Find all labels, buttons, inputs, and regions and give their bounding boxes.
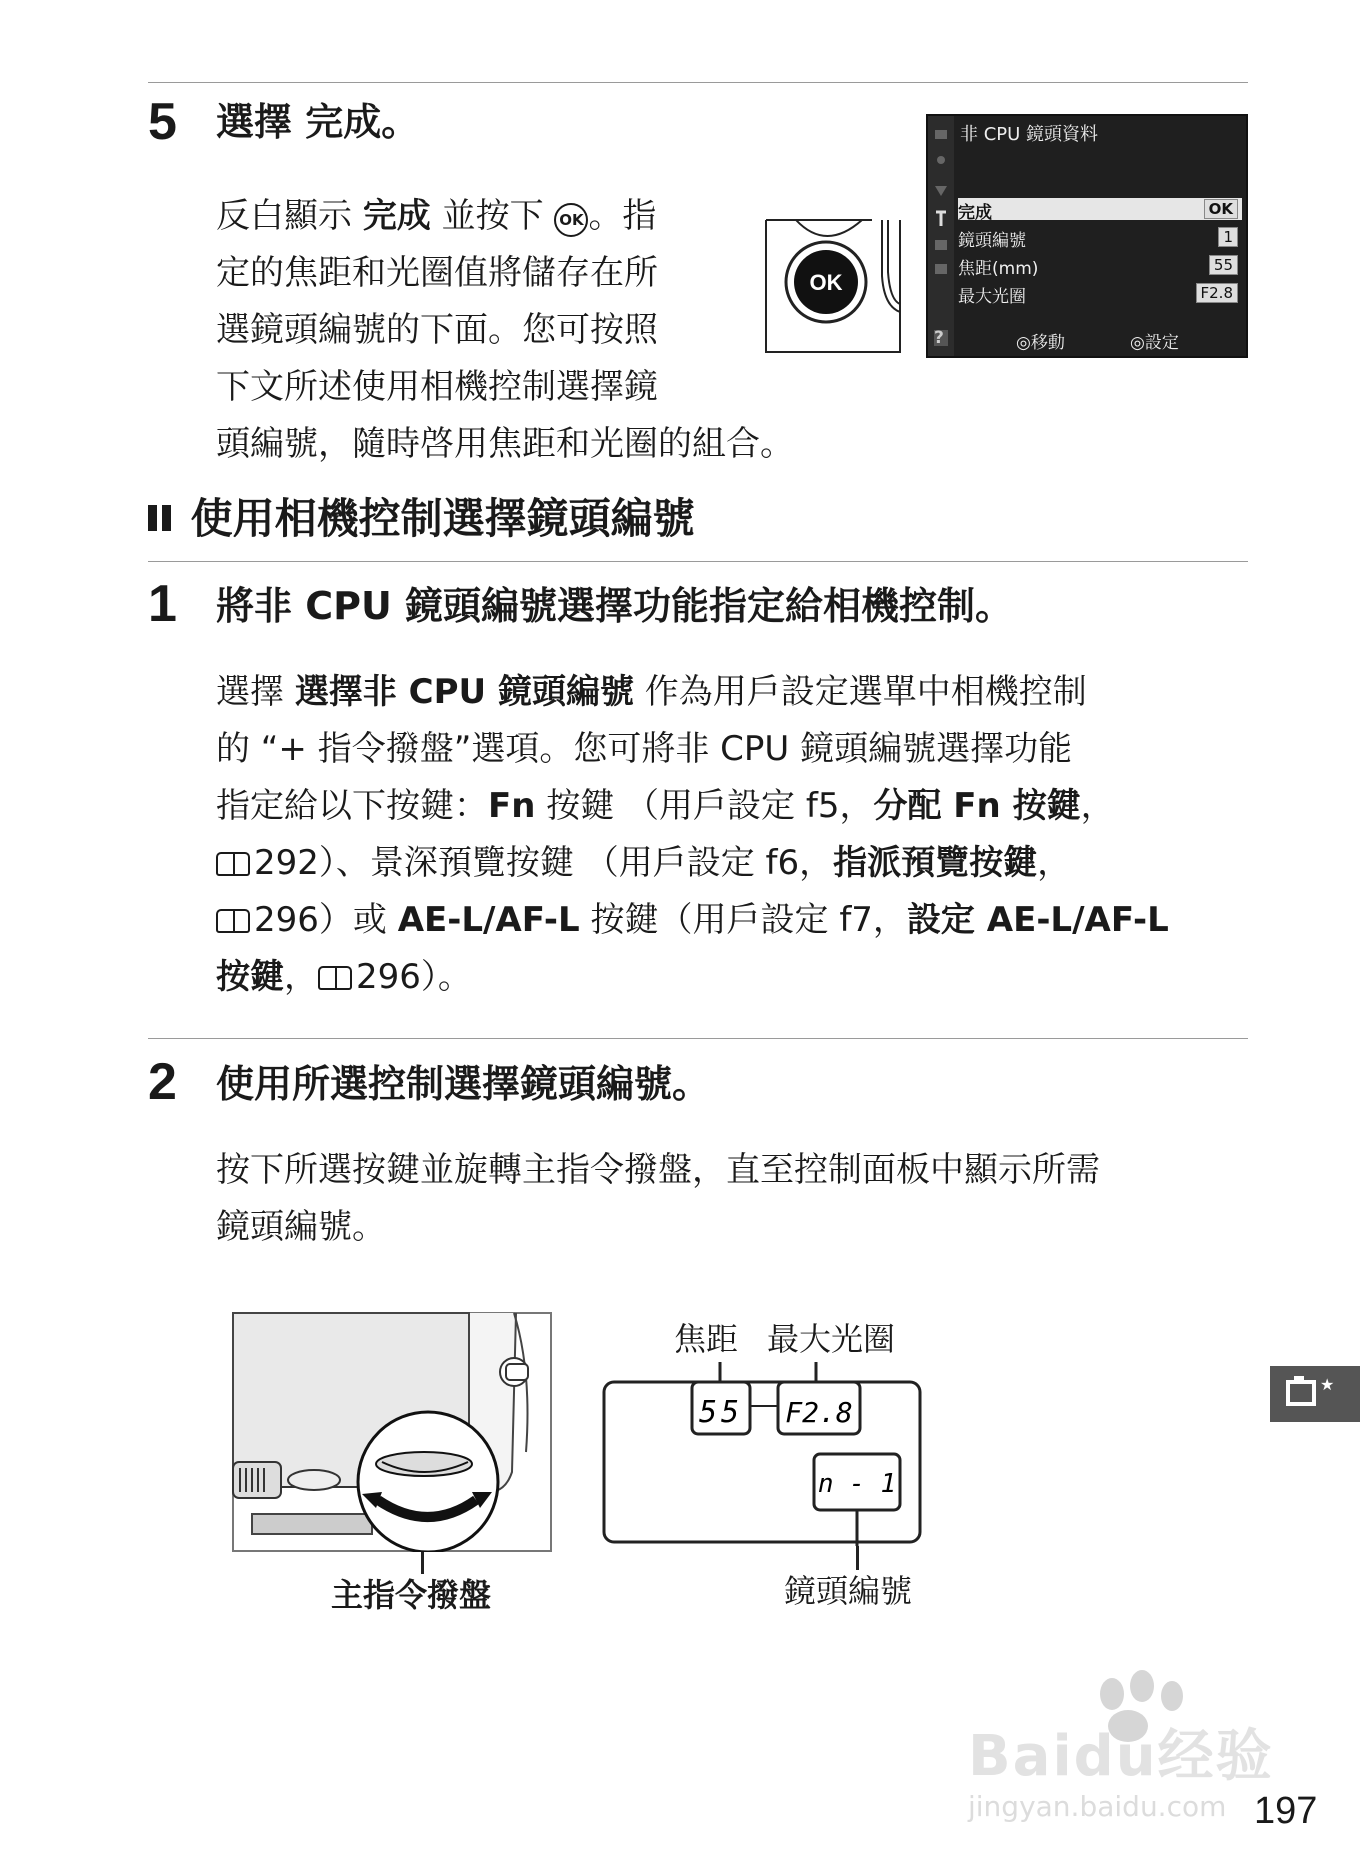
ok-button-label: OK <box>809 270 843 295</box>
body-line <box>216 778 1256 835</box>
svg-text:★: ★ <box>1320 1375 1335 1394</box>
text-run: 指定給以下按鍵： <box>216 786 488 826</box>
text-run: ， <box>1037 843 1072 883</box>
max-aperture-label: 最大光圈 <box>767 1320 896 1358</box>
body-line <box>216 949 1256 1006</box>
step1-body <box>216 664 1256 1006</box>
book-icon <box>216 852 250 876</box>
text-run: 296）。 <box>356 957 472 997</box>
body-line <box>216 892 1256 949</box>
text-run: 按鍵（用戶設定 f7， <box>579 900 907 940</box>
text-run: ， <box>284 957 318 997</box>
body-line <box>216 664 1256 721</box>
text-run: 。指 <box>588 196 657 236</box>
section-heading: 使用相機控制選擇鏡頭編號 <box>148 494 695 544</box>
menu-value: 1 <box>1218 227 1238 247</box>
text-run: 並按下 <box>430 196 555 236</box>
step5-body <box>216 188 794 473</box>
camera-dial-illustration <box>232 1312 552 1552</box>
menu-row-max-aperture[interactable]: 最大光圈 F2.8 <box>958 282 1242 304</box>
step-number: 2 <box>148 1053 177 1111</box>
watermark-brand: Baidu经验 <box>968 1724 1274 1789</box>
help-icon: ? <box>934 328 944 348</box>
text-run: 296）或 <box>254 900 398 940</box>
lcd-aperture-value: F2.8 <box>785 1396 853 1429</box>
bold-term: AE-L/AF-L <box>397 900 580 940</box>
body-line: 按下所選按鍵並旋轉主指令撥盤，直至控制面板中顯示所需 <box>216 1150 1100 1190</box>
camera-star-icon <box>1270 1366 1360 1422</box>
book-icon <box>216 909 250 933</box>
footer-set: ◎設定 <box>1130 333 1179 353</box>
text-run: 的 “+ 指令撥盤”選項。您可將非 CPU 鏡頭編號選擇功能 <box>216 729 1073 769</box>
book-icon <box>318 966 352 990</box>
menu-row-lens-number[interactable]: 鏡頭編號 1 <box>958 226 1242 248</box>
body-line <box>216 835 1256 892</box>
bold-term: 指派預覽按鍵 <box>833 843 1038 883</box>
text-run: ， <box>1080 786 1115 826</box>
text-run: 反白顯示 <box>216 196 363 236</box>
body-line <box>216 302 776 359</box>
section-rule <box>148 561 1248 562</box>
menu-value: F2.8 <box>1196 283 1238 303</box>
menu-value: OK <box>1204 199 1238 219</box>
text-run: 下文所述使用相機控制選擇鏡 <box>216 367 658 407</box>
focal-length-label: 焦距 <box>674 1320 739 1358</box>
text-run: 選擇 <box>216 672 295 712</box>
menu-sidebar <box>928 116 954 356</box>
top-rule <box>148 82 1248 83</box>
body-line <box>216 359 776 416</box>
text-run: 作為用戶設定選單中相機控制 <box>633 672 1087 712</box>
step-title <box>216 584 1013 630</box>
body-line <box>216 245 776 302</box>
text-run: 選鏡頭編號的下面。您可按照 <box>216 310 658 350</box>
dial-caption: 主指令撥盤 <box>331 1576 492 1614</box>
body-line <box>216 188 776 245</box>
text-run: 頭編號，隨時啓用焦距和光圈的組合。 <box>216 424 794 464</box>
ok-icon: OK <box>554 203 588 237</box>
text-run: 定的焦距和光圈值將儲存在所 <box>216 253 658 293</box>
chapter-thumb-tab <box>1270 1366 1360 1422</box>
ok-button-illustration <box>764 216 904 354</box>
bold-term: 選擇非 CPU 鏡頭編號 <box>294 672 634 712</box>
lcd-focal-value: 55 <box>698 1395 744 1430</box>
step-title: 選擇 完成。 <box>216 100 420 144</box>
menu-title: 非 CPU 鏡頭資料 <box>960 124 1099 145</box>
watermark-url: jingyan.baidu.com <box>968 1790 1227 1823</box>
step-number: 1 <box>148 575 177 633</box>
body-line <box>216 721 1256 778</box>
camera-menu-screenshot <box>926 114 1248 358</box>
section-marker <box>162 505 171 531</box>
menu-row-focal-length[interactable]: 焦距(mm) 55 <box>958 254 1242 276</box>
body-line: 鏡頭編號。 <box>216 1207 386 1247</box>
lcd-lens-number-value: n - 1 <box>817 1469 897 1499</box>
section-marker <box>148 505 157 531</box>
step2-body <box>216 1142 1256 1256</box>
step-rule <box>148 1038 1248 1039</box>
bold-term: 設定 AE-L/AF-L <box>906 900 1169 940</box>
page-number: 197 <box>1254 1790 1318 1832</box>
step-title-text: 將非 CPU 鏡頭編號選擇功能指定給相機控制。 <box>216 584 1014 628</box>
menu-value: 55 <box>1209 255 1238 275</box>
bold-term: 分配 Fn 按鍵 <box>873 786 1081 826</box>
bold-term: Fn <box>488 786 536 826</box>
step-title: 使用所選控制選擇鏡頭編號。 <box>216 1062 711 1106</box>
step-number: 5 <box>148 93 177 151</box>
text-run: 按鍵 （用戶設定 f5， <box>535 786 874 826</box>
lens-number-label: 鏡頭編號 <box>784 1572 913 1610</box>
menu-row-done[interactable]: 完成 OK <box>958 198 1242 220</box>
control-panel-lcd <box>600 1360 924 1546</box>
footer-move: ◎移動 <box>1016 333 1065 353</box>
body-line <box>216 416 794 473</box>
text-run: 292）、景深預覽按鍵 （用戶設定 f6， <box>254 843 834 883</box>
bold-term: 按鍵 <box>216 957 284 997</box>
bold-term: 完成 <box>362 196 431 236</box>
